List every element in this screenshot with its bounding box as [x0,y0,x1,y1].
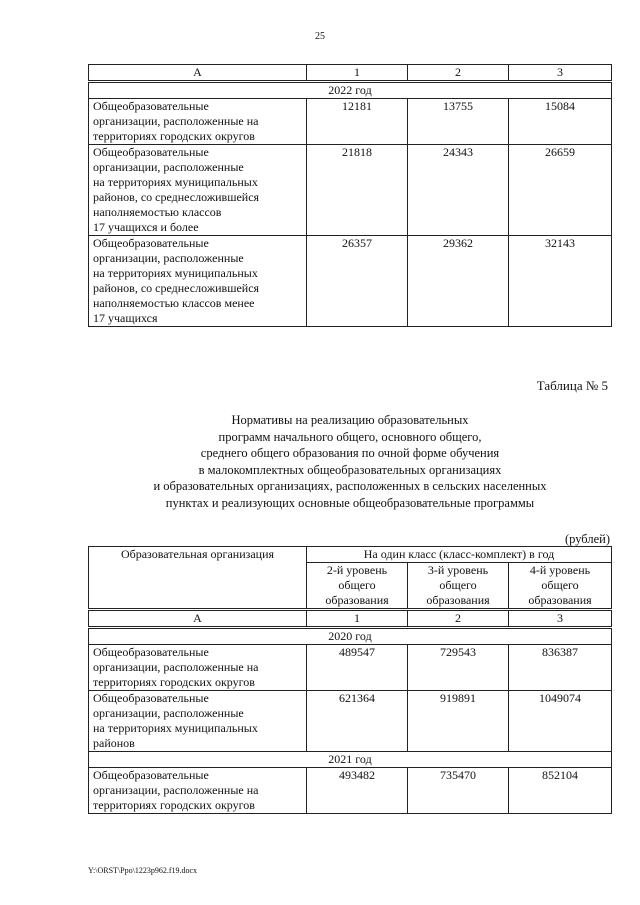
value-cell: 13755 [408,99,509,145]
value-cell: 621364 [307,691,408,752]
page-number: 25 [315,31,325,42]
level-header [307,563,408,610]
level-header-line: образования [325,593,389,607]
header-cell: 1 [307,65,408,82]
numbering-row [89,610,612,628]
table-row [89,768,612,814]
title-line: в малокомплектных общеобразовательных организациях [198,462,502,477]
group-header: На один класс (класс-комплект) в год [307,547,612,563]
row-name-line: Общеобразовательные [93,768,209,782]
value-cell: 32143 [509,236,612,327]
value-cell: 1049074 [509,691,612,752]
table-row [89,99,612,145]
row-name-line: на территориях муниципальных [93,721,258,735]
row-name-line: организации, расположенные на [93,783,259,797]
header-cell: А [89,65,307,82]
level-header [408,563,509,610]
table-row [89,691,612,752]
level-header-line: 2-й уровень [326,563,388,577]
value-cell: 29362 [408,236,509,327]
row-name-line: наполняемостью классов менее [93,296,255,310]
header-row [89,547,612,563]
row-name-line: Общеобразовательные [93,236,209,250]
year-label: 2021 год [89,752,612,768]
header-row [89,65,612,82]
value-cell: 24343 [408,145,509,236]
row-name-line: на территориях муниципальных [93,266,258,280]
table-number: Таблица № 5 [536,378,608,393]
table-row [89,145,612,236]
row-name-line: на территориях муниципальных [93,175,258,189]
title-line: и образовательных организациях, расположенных в сельских населенных [153,479,547,493]
row-name-line: 17 учащихся [93,311,158,325]
value-cell: 836387 [509,645,612,691]
value-cell: 729543 [408,645,509,691]
table-row [89,645,612,691]
row-name-line: наполняемостью классов [93,205,222,219]
header-cell: 2 [408,65,509,82]
year-label: 2022 год [89,82,612,99]
numbering-cell: 3 [509,610,612,628]
row-name-cell [89,768,307,814]
file-path-footer: Y:\ORST\Ppo\1223p962.f19.docx [88,866,198,875]
row-name-cell [89,236,307,327]
row-name-line: организации, расположенные [93,251,244,265]
row-name-cell [89,145,307,236]
value-cell: 493482 [307,768,408,814]
title-line: программ начального общего, основного общего, [218,429,482,444]
row-name-cell [89,645,307,691]
value-cell: 12181 [307,99,408,145]
row-name-line: организации, расположенные на [93,114,259,128]
level-header-line: 3-й уровень [427,563,489,577]
row-name-line: территориях городских округов [93,129,255,143]
numbering-cell: А [89,610,307,628]
row-name-line: районов [93,736,135,750]
value-cell: 15084 [509,99,612,145]
row-name-line: организации, расположенные на [93,660,259,674]
numbering-cell: 1 [307,610,408,628]
value-cell: 852104 [509,768,612,814]
title-line: пунктах и реализующих основные общеобразовательные программы [165,495,535,510]
units-label: (рублей) [564,532,610,546]
row-name-line: Общеобразовательные [93,691,209,705]
row-name-line: организации, расположенные [93,160,244,174]
table-title [60,412,640,511]
year-label: 2020 год [89,628,612,645]
row-name-line: 17 учащихся и более [93,220,199,234]
level-header-line: 4-й уровень [529,563,591,577]
table-row [89,236,612,327]
year-row [89,628,612,645]
header-cell: 3 [509,65,612,82]
level-header-line: образования [426,593,490,607]
title-line: Нормативы на реализацию образовательных [231,413,469,427]
row-name-line: районов, со среднесложившейся [93,190,260,204]
row-name-line: Общеобразовательные [93,645,209,659]
level-header-line: общего [338,578,376,592]
year-row [89,752,612,768]
value-cell: 26659 [509,145,612,236]
value-cell: 489547 [307,645,408,691]
bottom-table [88,546,612,814]
value-cell: 21818 [307,145,408,236]
numbering-cell: 2 [408,610,509,628]
level-header [509,563,612,610]
value-cell: 735470 [408,768,509,814]
top-table [88,64,612,327]
value-cell: 26357 [307,236,408,327]
row-name-line: территориях городских округов [93,675,255,689]
value-cell: 919891 [408,691,509,752]
row-name-line: Общеобразовательные [93,99,209,113]
title-line: среднего общего образования по очной форме обучения [200,446,500,460]
level-header-line: образования [528,593,592,607]
row-name-line: организации, расположенные [93,706,244,720]
row-name-line: районов, со среднесложившейся [93,281,260,295]
level-header-line: общего [439,578,477,592]
year-row [89,82,612,99]
row-name-line: Общеобразовательные [93,145,209,159]
row-name-line: территориях городских округов [93,798,255,812]
row-name-cell [89,691,307,752]
row-name-cell [89,99,307,145]
org-header: Образовательная организация [89,547,307,610]
level-header-line: общего [541,578,579,592]
